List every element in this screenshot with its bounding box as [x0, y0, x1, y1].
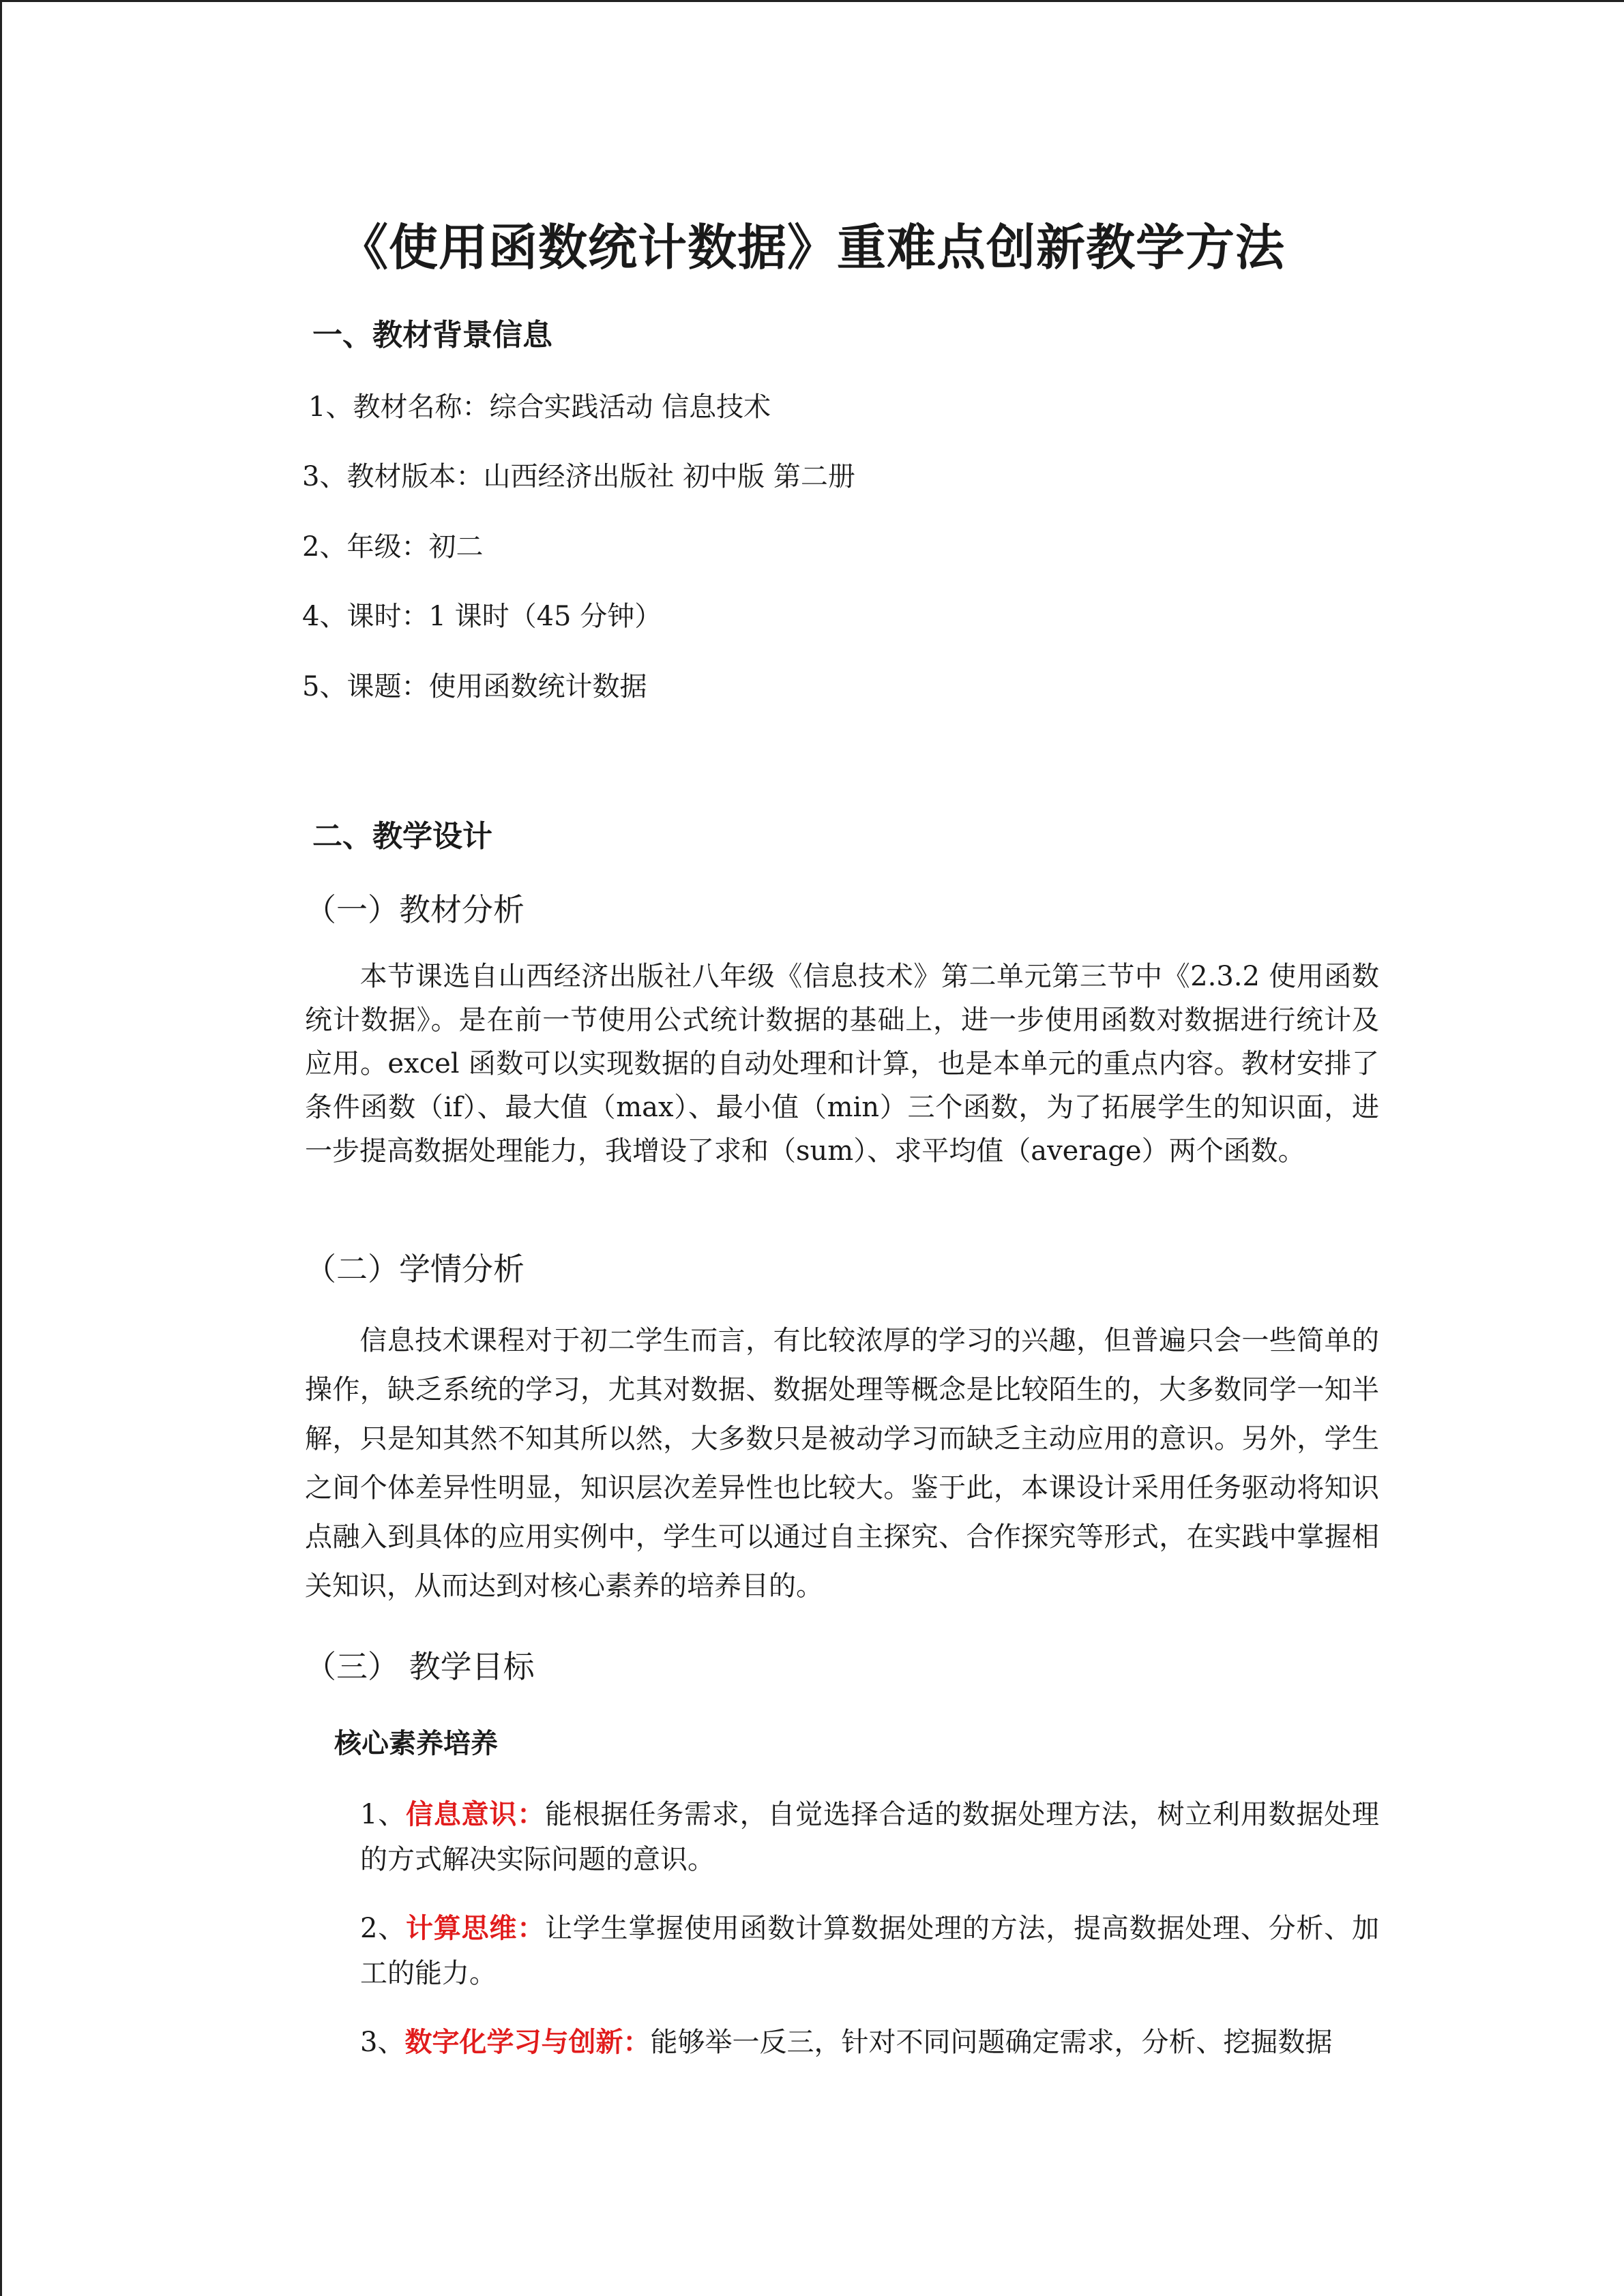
info-item-textbook-edition: 3、教材版本：山西经济出版社 初中版 第二册 — [302, 461, 855, 492]
subheading-material-analysis: （一）教材分析 — [305, 891, 525, 928]
info-item-grade: 2、年级：初二 — [302, 531, 484, 563]
paragraph-student-analysis-text: 信息技术课程对于初二学生而言，有比较浓厚的学习的兴趣，但普遍只会一些简单的操作，缺乏系统的学习，尤其对数据、数据处理等概念是比较陌生的，大多数同学一知半解，只是知其然不知其所以然，大多数只是被动学习而缺乏主动应用的意识。另外，学生之间个体差异性明显，知识层次差异性也比较大。鉴于此，本课设计采用任务驱动将知识点融入到具体的应用实例中，学生可以通过自主探究、合作探究等形式，在实践中掌握相关知识，从而达到对核心素养的培养目的。 — [305, 1325, 1379, 1602]
goal-key: 计算思维： — [406, 1913, 546, 1944]
goal-text: 让学生掌握使用函数计算数据处理的方法，提高数据处理、分析、加工的能力。 — [360, 1913, 1380, 1989]
info-item-textbook-name: 1、教材名称：综合实践活动 信息技术 — [308, 391, 771, 423]
goal-key: 数字化学习与创新： — [404, 2027, 651, 2058]
paragraph-student-analysis — [305, 1316, 1379, 1611]
goal-key: 信息意识： — [406, 1799, 546, 1830]
section-heading-background: 一、教材背景信息 — [312, 318, 552, 353]
goal-number: 1、 — [360, 1799, 407, 1830]
goal-item-computational-thinking — [360, 1906, 1379, 1996]
goal-number: 3、 — [360, 2027, 405, 2058]
core-literacy-heading: 核心素养培养 — [334, 1728, 498, 1759]
info-item-topic: 5、课题：使用函数统计数据 — [302, 671, 647, 702]
paragraph-material-analysis — [305, 955, 1379, 1173]
goal-text: 能根据任务需求，自觉选择合适的数据处理方法，树立利用数据处理的方式解决实际问题的意识。 — [360, 1799, 1380, 1875]
paragraph-material-analysis-text: 本节课选自山西经济出版社八年级《信息技术》第二单元第三节中《2.3.2 使用函数统计数据》。是在前一节使用公式统计数据的基础上，进一步使用函数对数据进行统计及应用。excel 函数可以实现数据的自动处理和计算，也是本单元的重点内容。教材安排了条件函数（if）、最大值（max）、最小值（min）三个函数，为了拓展学生的知识面，进一步提高数据处理能力，我增设了求和（sum）、求平均值（average）两个函数。 — [305, 961, 1379, 1167]
subheading-teaching-goals: （三） 教学目标 — [305, 1648, 535, 1685]
goal-item-information-awareness — [360, 1792, 1379, 1882]
goal-text: 能够举一反三，针对不同问题确定需求，分析、挖掘数据 — [650, 2027, 1333, 2058]
subheading-student-analysis: （二）学情分析 — [305, 1251, 525, 1287]
document-title: 《使用函数统计数据》重难点创新教学方法 — [338, 219, 1285, 276]
info-item-lesson-hours: 4、课时：1 课时（45 分钟） — [302, 601, 662, 632]
page-left-border — [0, 0, 2, 2296]
goal-item-digital-learning — [360, 2020, 1379, 2065]
page-top-border — [0, 0, 1624, 2]
goal-number: 2、 — [360, 1913, 407, 1944]
section-heading-design: 二、教学设计 — [312, 819, 492, 854]
